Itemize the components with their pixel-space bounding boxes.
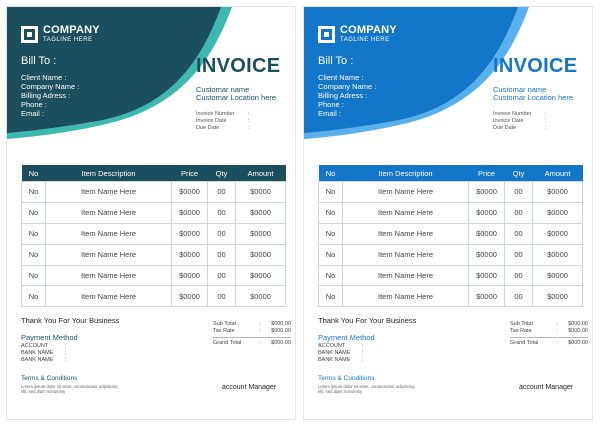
cell-qty: 00: [208, 223, 236, 244]
cell-qty: 00: [208, 244, 236, 265]
bank-name-label: BANK NAME: [21, 350, 54, 356]
invoice-number-label: Invoice Number: [196, 111, 235, 117]
invoice-page-teal: [6, 6, 296, 420]
cell-item: Item Name Here: [46, 202, 172, 223]
customer-location: Customar Location here: [493, 93, 574, 102]
cell-qty: 00: [505, 286, 533, 307]
table-row: [22, 286, 286, 307]
customer-name: Customar name: [196, 85, 250, 94]
company-tagline: TAGLINE HERE: [340, 37, 390, 43]
client-details: [318, 73, 376, 118]
table-row: [319, 182, 583, 203]
sub-total-label: Sub Total: [213, 321, 236, 327]
table-row: [319, 286, 583, 307]
table-row: [319, 265, 583, 286]
header-amount: Amount: [544, 168, 571, 178]
cell-item: Item Name Here: [343, 244, 469, 265]
billing-address-label: Billing Adress :: [318, 91, 368, 100]
header-qty: Qty: [215, 168, 228, 178]
cell-amount: $0000: [236, 182, 286, 203]
cell-no: No: [319, 286, 343, 307]
cell-no: No: [22, 223, 46, 244]
customer-name: Customar name: [493, 85, 547, 94]
cell-item: Item Name Here: [46, 182, 172, 203]
company-logo-icon: [21, 26, 38, 43]
cell-no: No: [319, 182, 343, 203]
sub-total-value: $000.00: [271, 321, 291, 327]
cell-price: $0000: [172, 244, 208, 265]
bank-name-label: BANK NAME: [21, 357, 54, 363]
cell-qty: 00: [208, 202, 236, 223]
cell-qty: 00: [208, 286, 236, 307]
header-qty: Qty: [512, 168, 525, 178]
cell-item: Item Name Here: [343, 202, 469, 223]
cell-price: $0000: [469, 286, 505, 307]
cell-amount: $0000: [236, 223, 286, 244]
company-logo-icon: [318, 26, 335, 43]
bill-to-heading: Bill To :: [21, 55, 57, 67]
header-price: Price: [180, 168, 199, 178]
cell-price: $0000: [469, 223, 505, 244]
header-item-description: Item Description: [81, 168, 136, 178]
totals-block: Sub Total : $000.00 Tax Rate : $000.00 Grand Total : $000.00: [213, 321, 291, 346]
customer-location: Customar Location here: [196, 93, 277, 102]
table-row: [22, 244, 286, 265]
account-manager-label: account Manager: [222, 384, 277, 391]
table-row: [22, 182, 286, 203]
payment-details: ACCOUNT : BANK NAME : BANK NAME :: [318, 343, 364, 363]
cell-no: No: [22, 244, 46, 265]
cell-amount: $0000: [533, 223, 583, 244]
cell-item: Item Name Here: [343, 286, 469, 307]
company-tagline: TAGLINE HERE: [43, 37, 93, 43]
table-row: [319, 244, 583, 265]
cell-item: Item Name Here: [46, 265, 172, 286]
cell-price: $0000: [172, 265, 208, 286]
client-details: [21, 73, 79, 118]
thank-you-note: Thank You For Your Business: [21, 316, 120, 325]
invoice-number-label: Invoice Number: [493, 111, 532, 117]
totals-divider: [510, 337, 588, 338]
terms-heading: Terms & Conditions: [318, 375, 375, 382]
table-row: [319, 223, 583, 244]
cell-item: Item Name Here: [343, 265, 469, 286]
totals-divider: [213, 337, 291, 338]
cell-no: No: [319, 265, 343, 286]
bank-name-label: BANK NAME: [318, 350, 351, 356]
cell-price: $0000: [172, 202, 208, 223]
tax-rate-label: Tax Rate: [510, 328, 532, 334]
phone-label: Phone :: [318, 100, 344, 109]
items-table: [318, 165, 583, 307]
client-name-label: Client Name :: [21, 73, 67, 82]
cell-amount: $0000: [236, 265, 286, 286]
items-table: [21, 165, 286, 307]
cell-amount: $0000: [236, 202, 286, 223]
company-name: COMPANY: [43, 24, 100, 36]
terms-text: Lorem ipsum dolor sit amet, consectetuer adipiscing elit, sed diam nonummy: [21, 384, 118, 394]
cell-qty: 00: [505, 202, 533, 223]
invoice-page-blue: [303, 6, 593, 420]
cell-no: No: [22, 202, 46, 223]
grand-total-value: $000.00: [568, 340, 588, 346]
table-row: [22, 265, 286, 286]
table-row: [319, 202, 583, 223]
cell-amount: $0000: [533, 286, 583, 307]
cell-qty: 00: [208, 182, 236, 203]
payment-method-heading: Payment Method: [318, 333, 375, 342]
account-manager-label: account Manager: [519, 384, 574, 391]
cell-amount: $0000: [236, 286, 286, 307]
account-label: ACCOUNT: [318, 343, 346, 349]
cell-amount: $0000: [533, 182, 583, 203]
sub-total-label: Sub Total: [510, 321, 533, 327]
phone-label: Phone :: [21, 100, 47, 109]
totals-block: Sub Total : $000.00 Tax Rate : $000.00 Grand Total : $000.00: [510, 321, 588, 346]
header-no: No: [325, 168, 336, 178]
table-header-row: [319, 165, 583, 182]
terms-heading: Terms & Conditions: [21, 375, 78, 382]
client-name-label: Client Name :: [318, 73, 364, 82]
header-item-description: Item Description: [378, 168, 433, 178]
grand-total-label: Grand Total: [510, 340, 539, 346]
cell-qty: 00: [208, 265, 236, 286]
payment-method-heading: Payment Method: [21, 333, 78, 342]
grand-total-label: Grand Total: [213, 340, 242, 346]
company-name: COMPANY: [340, 24, 397, 36]
invoice-title: INVOICE: [196, 55, 281, 77]
cell-item: Item Name Here: [46, 244, 172, 265]
account-label: ACCOUNT: [21, 343, 49, 349]
cell-price: $0000: [469, 265, 505, 286]
cell-qty: 00: [505, 244, 533, 265]
email-label: Email :: [21, 109, 44, 118]
due-date-label: Due Date: [493, 125, 517, 131]
cell-price: $0000: [172, 182, 208, 203]
table-row: [22, 202, 286, 223]
bank-name-label: BANK NAME: [318, 357, 351, 363]
payment-details: ACCOUNT : BANK NAME : BANK NAME :: [21, 343, 67, 363]
invoice-date-label: Invoice Date: [493, 118, 524, 124]
cell-no: No: [319, 202, 343, 223]
tax-rate-value: $000.00: [271, 328, 291, 334]
terms-text: Lorem ipsum dolor sit amet, consectetuer adipiscing elit, sed diam nonummy: [318, 384, 415, 394]
cell-no: No: [22, 265, 46, 286]
cell-qty: 00: [505, 223, 533, 244]
cell-amount: $0000: [533, 202, 583, 223]
cell-price: $0000: [469, 244, 505, 265]
cell-price: $0000: [172, 223, 208, 244]
cell-no: No: [319, 244, 343, 265]
cell-amount: $0000: [533, 244, 583, 265]
cell-price: $0000: [172, 286, 208, 307]
company-name-label: Company Name :: [21, 82, 80, 91]
header-price: Price: [477, 168, 496, 178]
cell-amount: $0000: [236, 244, 286, 265]
billing-address-label: Billing Adress :: [21, 91, 71, 100]
tax-rate-label: Tax Rate: [213, 328, 235, 334]
cell-qty: 00: [505, 182, 533, 203]
cell-qty: 00: [505, 265, 533, 286]
tax-rate-value: $000.00: [568, 328, 588, 334]
cell-item: Item Name Here: [343, 182, 469, 203]
sub-total-value: $000.00: [568, 321, 588, 327]
invoice-meta: Invoice Number : Invoice Date : Due Date :: [493, 111, 547, 131]
company-name-label: Company Name :: [318, 82, 377, 91]
email-label: Email :: [318, 109, 341, 118]
due-date-label: Due Date: [196, 125, 220, 131]
invoice-meta: Invoice Number : Invoice Date : Due Date :: [196, 111, 250, 131]
table-row: [22, 223, 286, 244]
invoice-title: INVOICE: [493, 55, 578, 77]
thank-you-note: Thank You For Your Business: [318, 316, 417, 325]
cell-item: Item Name Here: [46, 223, 172, 244]
invoice-date-label: Invoice Date: [196, 118, 227, 124]
table-header-row: [22, 165, 286, 182]
cell-no: No: [22, 286, 46, 307]
cell-item: Item Name Here: [343, 223, 469, 244]
cell-price: $0000: [469, 202, 505, 223]
grand-total-value: $000.00: [271, 340, 291, 346]
header-amount: Amount: [247, 168, 274, 178]
cell-no: No: [319, 223, 343, 244]
cell-item: Item Name Here: [46, 286, 172, 307]
cell-no: No: [22, 182, 46, 203]
cell-amount: $0000: [533, 265, 583, 286]
bill-to-heading: Bill To :: [318, 55, 354, 67]
cell-price: $0000: [469, 182, 505, 203]
header-no: No: [28, 168, 39, 178]
